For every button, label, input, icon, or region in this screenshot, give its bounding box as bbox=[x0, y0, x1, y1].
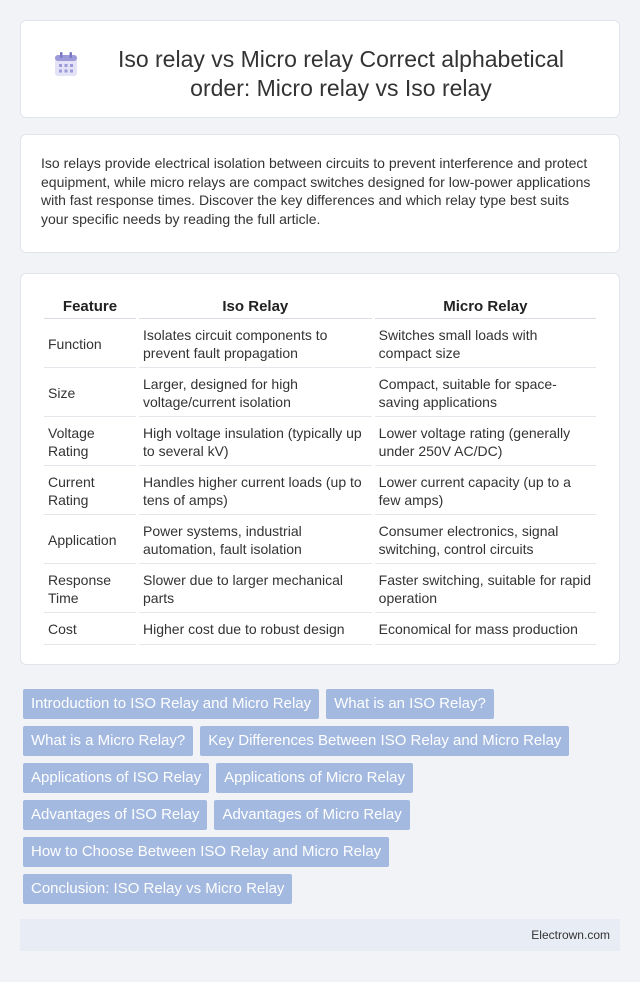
micro-relay-cell: Lower voltage rating (generally under 250V AC/DC) bbox=[375, 417, 596, 466]
feature-cell: Response Time bbox=[44, 564, 136, 613]
tag-row bbox=[23, 763, 623, 793]
micro-relay-cell: Consumer electronics, signal switching, control circuits bbox=[375, 515, 596, 564]
micro-relay-cell: Faster switching, suitable for rapid operation bbox=[375, 564, 596, 613]
table-row bbox=[44, 368, 596, 417]
calendar-grid-icon bbox=[51, 49, 81, 79]
table-row bbox=[44, 417, 596, 466]
tag-row bbox=[23, 689, 623, 719]
iso-relay-cell: High voltage insulation (typically up to several kV) bbox=[139, 417, 372, 466]
intro-paragraph: Iso relays provide electrical isolation between circuits to prevent interference and protect equipment, while micro relays are compact switches designed for low-power applications with fast response times. Discover the key differences and which relay type best suits your specific needs by reading the full article. bbox=[41, 155, 591, 227]
header-feature: Feature bbox=[44, 294, 136, 319]
tag-row bbox=[23, 874, 623, 904]
iso-relay-cell: Power systems, industrial automation, fault isolation bbox=[139, 515, 372, 564]
title-wrap bbox=[21, 21, 619, 103]
header-iso-relay: Iso Relay bbox=[139, 294, 372, 319]
feature-cell: Size bbox=[44, 368, 136, 417]
micro-relay-cell: Economical for mass production bbox=[375, 613, 596, 645]
tag-link[interactable]: How to Choose Between ISO Relay and Micro Relay bbox=[23, 837, 389, 867]
table-row bbox=[44, 564, 596, 613]
tag-link[interactable]: Introduction to ISO Relay and Micro Relay bbox=[23, 689, 319, 719]
iso-relay-cell: Higher cost due to robust design bbox=[139, 613, 372, 645]
tag-link[interactable]: What is a Micro Relay? bbox=[23, 726, 193, 756]
feature-cell: Cost bbox=[44, 613, 136, 645]
tag-row bbox=[23, 800, 623, 830]
iso-relay-cell: Slower due to larger mechanical parts bbox=[139, 564, 372, 613]
tag-link[interactable]: Advantages of ISO Relay bbox=[23, 800, 207, 830]
table-row bbox=[44, 515, 596, 564]
table-row bbox=[44, 613, 596, 645]
page-title: Iso relay vs Micro relay Correct alphabetical order: Micro relay vs Iso relay bbox=[117, 46, 565, 101]
iso-relay-cell: Larger, designed for high voltage/current isolation bbox=[139, 368, 372, 417]
tag-row bbox=[23, 837, 623, 867]
feature-cell: Application bbox=[44, 515, 136, 564]
title-card bbox=[20, 20, 620, 118]
tag-link[interactable]: Conclusion: ISO Relay vs Micro Relay bbox=[23, 874, 292, 904]
tag-link[interactable]: Advantages of Micro Relay bbox=[214, 800, 409, 830]
table-row bbox=[44, 466, 596, 515]
micro-relay-cell: Compact, suitable for space-saving applications bbox=[375, 368, 596, 417]
tag-link[interactable]: Applications of Micro Relay bbox=[216, 763, 413, 793]
tag-row bbox=[23, 726, 623, 756]
feature-cell: Function bbox=[44, 319, 136, 368]
iso-relay-cell: Isolates circuit components to prevent fault propagation bbox=[139, 319, 372, 368]
feature-cell: Current Rating bbox=[44, 466, 136, 515]
header-micro-relay: Micro Relay bbox=[375, 294, 596, 319]
tag-link[interactable]: Key Differences Between ISO Relay and Micro Relay bbox=[200, 726, 569, 756]
footer bbox=[20, 919, 620, 951]
table-header-row bbox=[44, 294, 596, 319]
micro-relay-cell: Switches small loads with compact size bbox=[375, 319, 596, 368]
comparison-table bbox=[41, 294, 599, 645]
topic-tags bbox=[23, 689, 623, 911]
iso-relay-cell: Handles higher current loads (up to tens of amps) bbox=[139, 466, 372, 515]
table-row bbox=[44, 319, 596, 368]
tag-link[interactable]: What is an ISO Relay? bbox=[326, 689, 494, 719]
comparison-table-card bbox=[20, 273, 620, 665]
intro-card bbox=[20, 134, 620, 253]
footer-brand[interactable]: Electrown.com bbox=[531, 928, 610, 942]
micro-relay-cell: Lower current capacity (up to a few amps) bbox=[375, 466, 596, 515]
tag-link[interactable]: Applications of ISO Relay bbox=[23, 763, 209, 793]
feature-cell: Voltage Rating bbox=[44, 417, 136, 466]
